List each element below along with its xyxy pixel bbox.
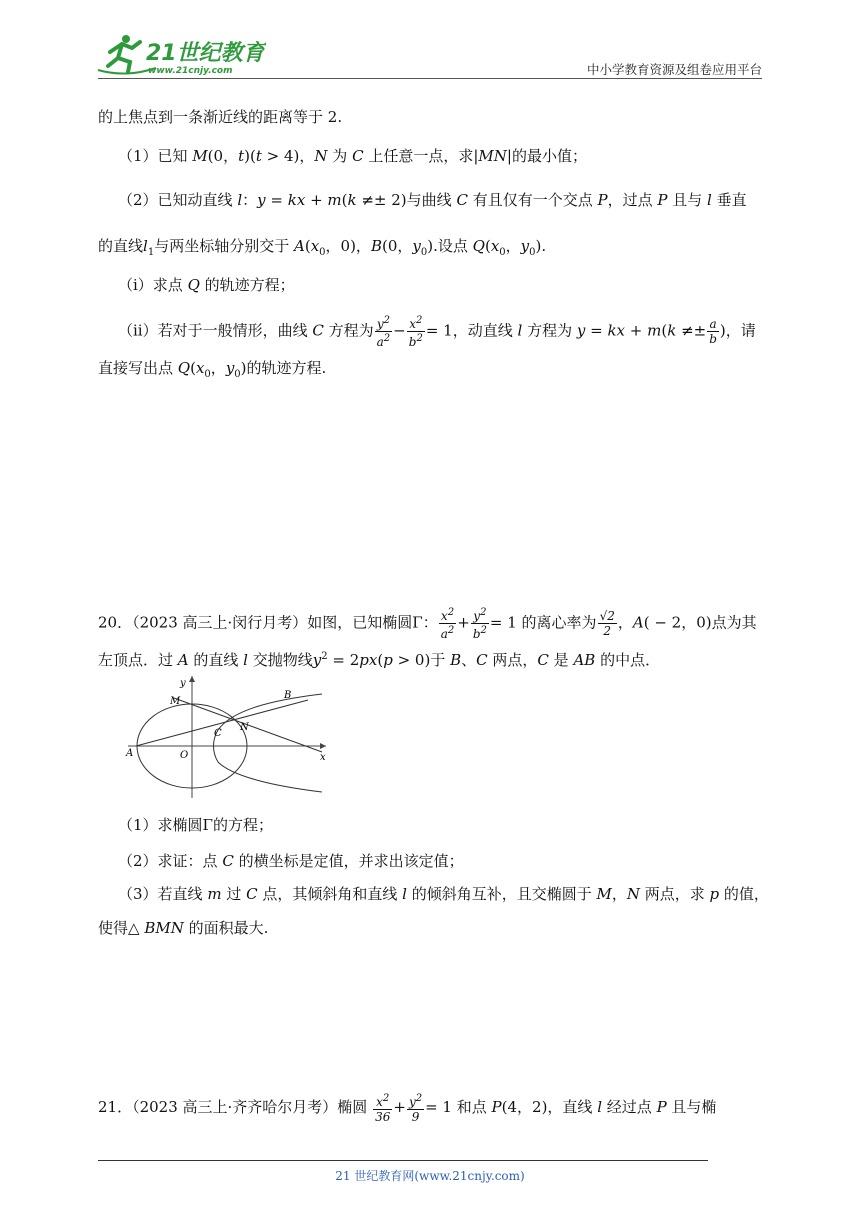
line-l [136, 700, 308, 746]
label-x: x [320, 752, 326, 763]
logo-url: www.21cnjy.com [148, 66, 233, 76]
header-divider [98, 78, 762, 79]
text-span: 的上焦点到一条渐近线的距离等于 2. [98, 108, 343, 126]
label-M: M [170, 696, 181, 707]
q21-line-1: 21．（2023 高三上·齐齐哈尔月考）椭圆 $\frac{x^2}{36}$ + $\frac{y^2}{9}$ = 1 和点 P(4，2)，直线 l 经过点 P 且与椭 [98, 1093, 717, 1124]
text-line-5: （i）求点 Q 的轨迹方程； [118, 276, 295, 294]
footer-link[interactable]: 21 世纪教育网(www.21cnjy.com) [335, 1169, 525, 1183]
site-logo [96, 30, 266, 80]
header-platform-text: 中小学教育资源及组卷应用平台 [586, 63, 762, 77]
x-axis-arrow [320, 743, 326, 749]
y-axis-arrow [189, 676, 195, 682]
footer-divider [98, 1160, 708, 1161]
text-line-2: （1）已知 M(0，t)(t > 4)，N 为 C 上任意一点，求|MN|的最小值； [118, 147, 587, 165]
ellipse-parabola-figure [122, 672, 334, 800]
q20-line-1: 20．（2023 高三上·闵行月考）如图，已知椭圆Γ： $\frac{x^2}{a^2}$ + $\frac{y^2}{b^2}$ = 1 的离心率为 $\frac{√2}{2}$ ，A( − 2，0)点为其 [98, 607, 757, 641]
label-C: C [214, 728, 222, 739]
label-O: O [180, 750, 189, 761]
label-y: y [180, 678, 186, 689]
parabola [214, 694, 323, 792]
q20-sub-2: （2）求证：点 C 的横坐标是定值，并求出该定值； [118, 852, 464, 870]
text-line-7: 直接写出点 $Q(x_0$，$y_0$)的轨迹方程. [98, 359, 327, 380]
q20-sub-3-cont: 使得△ BMN 的面积最大. [98, 919, 269, 937]
label-N: N [240, 722, 249, 733]
label-A: A [126, 748, 134, 759]
text-line-3: （2）已知动直线 l：y = kx + m(k ≠± 2)与曲线 C 有且仅有一个交点 P，过点 P 且与 l 垂直 [118, 191, 747, 209]
text-line-1 [98, 107, 342, 127]
q20-sub-3: （3）若直线 m 过 C 点，其倾斜角和直线 l 的倾斜角互补，且交椭圆于 M，N 两点，求 p 的值， [118, 885, 769, 903]
text-line-6: （ii）若对于一般情形，曲线 C 方程为 $\frac{y^2}{a^2}$ − $\frac{x^2}{b^2}$ = 1，动直线 l 方程为 y = kx + m(k ≠± $\frac{a}{b}$ )，请 [118, 315, 756, 349]
q20-line-2: 左顶点．过 A 的直线 l 交抛物线$y^2 = 2px(p > 0)$于 B、C 两点，C 是 AB 的中点． [98, 651, 661, 669]
text-line-4: 的直线$l_1$与两坐标轴分别交于 $A(x_0$，0)，B(0，$y_0$).设点 $Q(x_0$，$y_0$). [98, 237, 547, 258]
logo-text: 21世纪教育 [146, 41, 265, 66]
label-B: B [284, 690, 292, 701]
q20-sub-1: （1）求椭圆Γ的方程； [118, 816, 273, 834]
